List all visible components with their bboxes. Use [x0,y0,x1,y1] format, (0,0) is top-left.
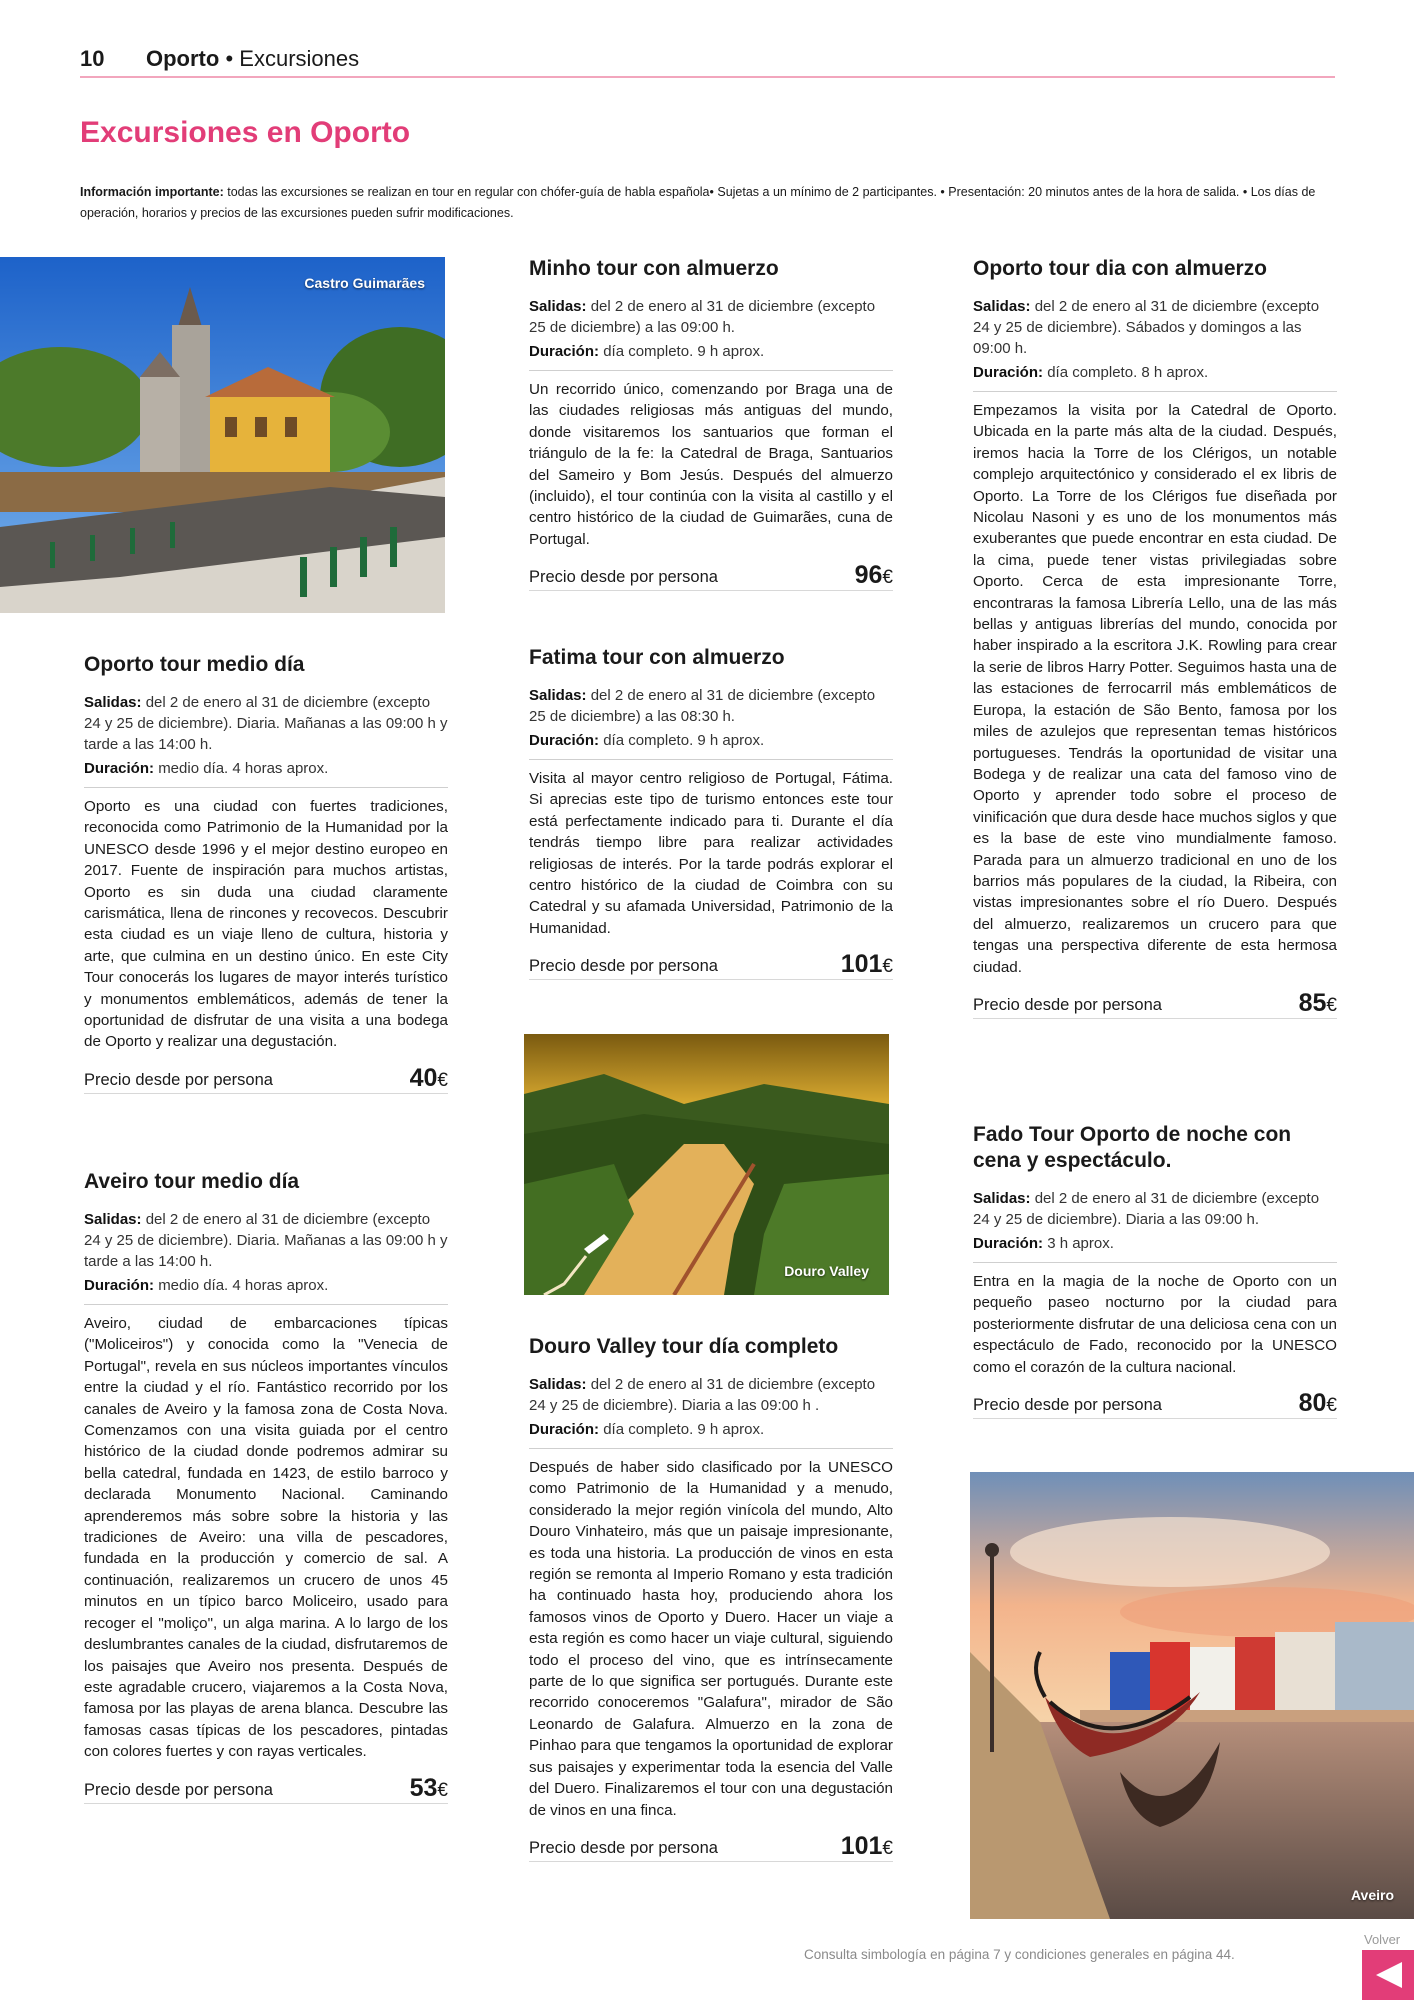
photo-caption: Castro Guimarães [304,275,425,291]
duration-label: Duración: [529,343,600,360]
divider [973,1262,1337,1263]
price-currency: € [437,1069,448,1091]
tour-description: Oporto es una ciudad con fuertes tradiciones, reconocida como Patrimonio de la Humanidad por la UNESCO desde 1996 y el mejor destino europeo en 2017. Fuente de inspiración para muchos artistas, Oporto es sin duda una ciudad claramente carismática, llena de rincones y recovecos. Descubrir esta ciudad es un viaje lleno de cultura, historia y arte, que culmina en un destino único. En este City Tour conocerás los lugares de mayor interés turístico y monumentos emblemáticos, además de tener la oportunidad de disfrutar de una visita a una bodega de Oporto y realizar una degustación. [84,798,448,1051]
duration-label: Duración: [973,364,1044,381]
tour-title: Fatima tour con almuerzo [529,646,785,669]
photo-caption: Aveiro [1350,1887,1394,1903]
castle-illustration [0,257,445,613]
duration-text: día completo. 9 h aprox. [603,343,765,360]
tour-title: Fado Tour Oporto de noche con cena y espectáculo. [973,1123,1292,1172]
tour-fatima [529,645,893,980]
tour-departures [529,1374,893,1416]
important-info [80,182,1336,224]
tour-duration [84,1275,448,1296]
tour-departures [973,296,1337,359]
departures-label: Salidas: [529,687,587,704]
price-currency: € [1326,1395,1337,1417]
departures-text: del 2 de enero al 31 de diciembre (excepto 24 y 25 de diciembre). Diaria. Mañanas a las 09:00 h y tarde a las 14:00 h. [84,1211,448,1270]
departures-label: Salidas: [529,1376,587,1393]
price-currency: € [882,956,893,978]
tour-description: Un recorrido único, comenzando por Braga una de las ciudades religiosas más antiguas del mundo, donde visitaremos los santuarios que forman el triángulo de la fe: la Catedral de Braga, Santuarios del Sameiro y Bom Jesús. Después del almuerzo (incluido), el tour continúa con la visita al castillo y el centro histórico de la ciudad de Guimarães, cuna de Portugal. [529,381,893,548]
tour-departures [529,685,893,727]
price-amount: 85 [1298,988,1327,1017]
tour-description: Empezamos la visita por la Catedral de Oporto. Ubicada en la parte más alta de la ciudad. Después, iremos hacia la Torre de los Clérigos, un notable complejo arquitectónico y considerado el ex libris de Oporto. La Torre de los Clérigos fue diseñada por Nicolau Nasoni y es uno de los monumentos más exuberantes que puede encontrar en esta ciudad. De la cima, puede tener vistas privilegiadas sobre Oporto. Cerca de esta impresionante Torre, encontraras la famosa Librería Lello, una de las más bellas y antiguas librerías del mundo, conocida por haber inspirado a la escritora J.K. Rowling para crear la serie de libros Harry Potter. Seguimos hasta una de las estaciones de ferrocarril más emblemáticos de Europa, la estación de São Bento, famosa por los miles de azulejos que representan temas históricos portugueses. Tendrás la oportunidad de visitar una Bodega y de realizar una cata del famoso vino de Oporto y aprender todo sobre el proceso de vinificación que dura desde hace muchos siglos y que es la base de este vino mundialmente famoso. Parada para un almuerzo tradicional en uno de los barrios más populares de la ciudad, la Ribeira, con vistas impresionantes sobre el río Duero. Después del almuerzo, realizaremos un crucero para que tengas una perspectiva diferente de esta hermosa ciudad. [973,402,1337,976]
price-row [529,560,893,591]
tour-title: Douro Valley tour día completo [529,1335,839,1358]
header-section: Excursiones [239,46,360,71]
important-info-text: todas las excursiones se realizan en tour en regular con chófer-guía de habla española• Sujetas a un mínimo de 2 participantes. • Presentación: 20 minutos antes de la hora de salida. • Los días de operación, horarios y precios de las excursiones pueden sufrir modificaciones. [80,185,1316,220]
duration-text: día completo. 9 h aprox. [603,732,765,749]
page-header [80,44,1335,78]
departures-label: Salidas: [529,298,587,315]
price-value [1299,1389,1337,1418]
price-currency: € [882,567,893,589]
price-value [841,1832,893,1861]
price-row [529,949,893,980]
page-number: 10 [80,46,105,71]
divider [84,1304,448,1305]
header-title [146,46,359,72]
price-label: Precio desde por persona [529,1838,718,1857]
price-value [410,1064,448,1093]
departures-text: del 2 de enero al 31 de diciembre (excepto 24 y 25 de diciembre). Diaria a las 09:00 h . [529,1376,876,1414]
header-separator: • [225,46,234,71]
tour-minho [529,256,893,591]
tour-title: Oporto tour dia con almuerzo [973,257,1268,280]
river-valley-illustration [524,1034,889,1295]
price-label: Precio desde por persona [529,957,718,976]
price-currency: € [1326,994,1337,1016]
duration-text: día completo. 9 h aprox. [603,1421,765,1438]
tour-aveiro [84,1169,448,1804]
price-amount: 96 [854,561,883,590]
tour-departures [529,296,893,338]
tour-duration [973,362,1337,383]
tour-title: Oporto tour medio día [84,653,305,676]
price-label: Precio desde por persona [84,1070,273,1089]
price-value [1299,989,1337,1018]
divider [973,391,1337,392]
tour-title: Minho tour con almuerzo [529,257,779,280]
photo-aveiro [970,1472,1414,1919]
price-amount: 80 [1298,1389,1327,1418]
tour-duration [529,1419,893,1440]
price-currency: € [437,1779,448,1801]
tour-fado [973,1122,1337,1419]
divider [84,787,448,788]
price-label: Precio desde por persona [84,1780,273,1799]
arrow-left-icon [1362,1950,1414,2000]
tour-description: Entra en la magia de la noche de Oporto con un pequeño paseo nocturno por la ciudad para posteriormente disfrutar de una deliciosa cena con un espectáculo de Fado, reconocido por la UNESCO como el corazón de la cultura nacional. [973,1273,1337,1376]
departures-text: del 2 de enero al 31 de diciembre (excepto 25 de diciembre) a las 08:30 h. [529,687,876,725]
duration-label: Duración: [529,1421,600,1438]
duration-text: día completo. 8 h aprox. [1047,364,1209,381]
back-button[interactable] [1362,1950,1414,2000]
divider [529,370,893,371]
duration-text: 3 h aprox. [1047,1235,1114,1252]
tour-description: Aveiro, ciudad de embarcaciones típicas ("Moliceiros") y conocida como la "Venecia de Portugal", revela en sus núcleos importantes vínculos entre la ciudad y el río. Fantástico recorrido por los canales de Aveiro y la famosa zona de Costa Nova. Comenzamos con una visita guiada por el centro histórico de la ciudad donde podremos admirar su bella catedral, fundada en 1423, de estilo barroco y declarada Monumento Nacional. Caminando aprenderemos más sobre sobre la historia y las tradiciones de Aveiro: una villa de pescadores, fundada en la producción y comercio de sal. A continuación, realizaremos un crucero de unos 45 minutos en un típico barco Moliceiro, usado para recoger el "moliço", un alga marina. A lo largo de los deslumbrantes canales de la ciudad, disfrutaremos de los paisajes que Aveiro nos presenta. Después de este agradable crucero, viajaremos a la Costa Nova, famosa por las playas de arena blanca. Descubre las famosas casas típicas de los pescadores, pintadas con colores fuertes y con rayas verticales. [84,1315,448,1761]
duration-label: Duración: [84,1277,155,1294]
departures-text: del 2 de enero al 31 de diciembre (excepto 24 y 25 de diciembre). Sábados y domingos a las 09:00 h. [973,298,1320,357]
tour-oporto-medio-dia [84,652,448,1094]
departures-label: Salidas: [84,694,142,711]
price-amount: 53 [409,1773,438,1802]
departures-text: del 2 de enero al 31 de diciembre (excepto 24 y 25 de diciembre). Diaria a las 09:00 h. [973,1190,1320,1228]
departures-label: Salidas: [84,1211,142,1228]
photo-castro-guimaraes [0,257,445,613]
footer-note: Consulta simbología en página 7 y condiciones generales en página 44. [804,1947,1235,1962]
price-value [841,950,893,979]
tour-departures [84,692,448,755]
price-row [973,1388,1337,1419]
price-row [84,1063,448,1094]
price-currency: € [882,1837,893,1859]
divider [529,1448,893,1449]
tour-departures [973,1188,1337,1230]
price-row [529,1831,893,1862]
header-city: Oporto [146,46,220,71]
price-amount: 40 [409,1063,438,1092]
departures-text: del 2 de enero al 31 de diciembre (excepto 24 y 25 de diciembre). Diaria. Mañanas a las 09:00 h y tarde a las 14:00 h. [84,694,448,753]
divider [529,759,893,760]
tour-duration [529,730,893,751]
tour-description: Visita al mayor centro religioso de Portugal, Fátima. Si aprecias este tipo de turismo entonces este tour está perfectamente indicado para ti. Durante el día tendrás tiempo libre para realizar actividades religiosas de interés. Por la tarde podrás explorar el centro histórico de la ciudad de Coimbra con su Catedral y su afamada Universidad, Patrimonio de la Humanidad. [529,770,893,937]
duration-label: Duración: [84,760,155,777]
duration-text: medio día. 4 horas aprox. [158,760,329,777]
price-value [855,561,893,590]
tour-title: Aveiro tour medio día [84,1170,300,1193]
canal-boats-illustration [970,1472,1414,1919]
page-title: Excursiones en Oporto [80,116,411,149]
photo-caption: Douro Valley [784,1263,869,1279]
price-label: Precio desde por persona [973,995,1162,1014]
photo-douro-valley [524,1034,889,1295]
departures-text: del 2 de enero al 31 de diciembre (excepto 25 de diciembre) a las 09:00 h. [529,298,876,336]
tour-duration [973,1233,1337,1254]
tour-douro-valley [529,1334,893,1862]
tour-duration [529,341,893,362]
price-label: Precio desde por persona [529,568,718,587]
important-info-label: Información importante: [80,185,224,199]
price-amount: 101 [840,1831,883,1860]
departures-label: Salidas: [973,298,1031,315]
duration-label: Duración: [973,1235,1044,1252]
back-label[interactable]: Volver [1364,1932,1401,1947]
duration-text: medio día. 4 horas aprox. [158,1277,329,1294]
tour-description: Después de haber sido clasificado por la UNESCO como Patrimonio de la Humanidad y a menudo, considerado la mejor región vinícola del mundo, Alto Douro Vinhateiro, más que un paisaje impresionante, es toda una historia. La producción de vinos en esta región se remonta al Imperio Romano y esta tradición ha continuado hasta hoy, produciendo ahora los famosos vinos de Oporto y Duero. Hacer un viaje a esta región es como hacer un viaje cultural, siguiendo todo el proceso del vino, que es intrínsecamente parte de lo que significa ser portugués. Durante este recorrido conoceremos "Galafura", mirador de São Leonardo de Galafura. Almuerzo en la zona de Pinhao para que tengamos la oportunidad de explorar sus paisajes y experimentar toda la esencia del Valle del Duero. Finalizaremos el tour con una degustación de vinos en una finca. [529,1459,893,1819]
tour-oporto-dia-completo [973,256,1337,1019]
departures-label: Salidas: [973,1190,1031,1207]
price-row [973,988,1337,1019]
price-value [410,1774,448,1803]
price-label: Precio desde por persona [973,1396,1162,1415]
duration-label: Duración: [529,732,600,749]
price-amount: 101 [840,950,883,979]
price-row [84,1773,448,1804]
tour-departures [84,1209,448,1272]
tour-duration [84,758,448,779]
